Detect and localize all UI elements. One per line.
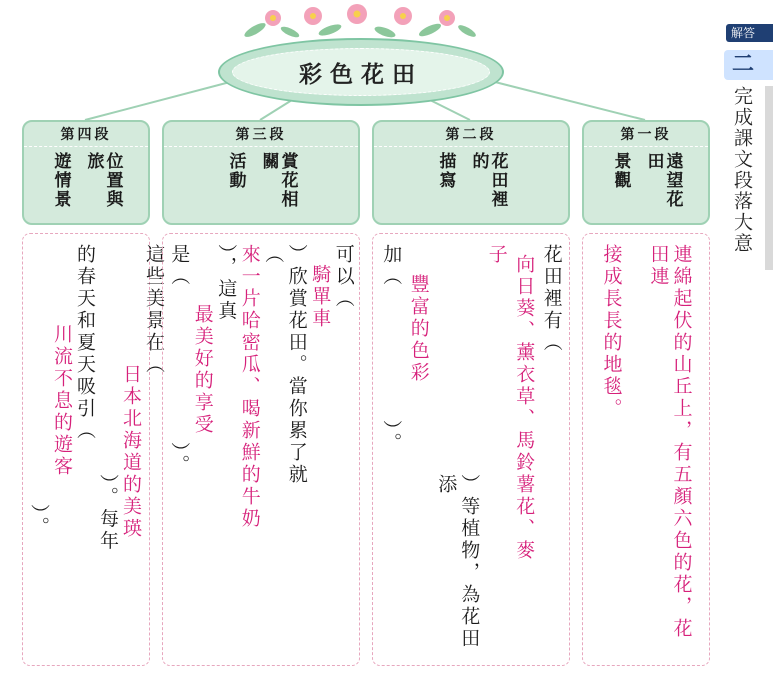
column-body [582, 233, 710, 666]
column-heading: 第二段 [374, 124, 568, 147]
column-label: 遠望花田 [643, 152, 683, 209]
column-labels [378, 152, 564, 217]
answer-text: 騎單車 [309, 264, 332, 330]
title-oval [218, 38, 504, 106]
text-line: 這些美景在（ [143, 244, 165, 376]
column-label: 描寫 [435, 152, 456, 190]
answer-text: 川流不息的遊客 [51, 324, 73, 478]
answer-text: 來一片哈密瓜、喝新鮮的牛奶 [238, 244, 261, 530]
text-line: ）。每年 [97, 474, 119, 553]
section-number: 二 [724, 50, 773, 80]
column-label: 活動 [225, 152, 246, 190]
column-label: 景觀 [610, 152, 631, 190]
column-labels [168, 152, 354, 217]
text-line: ）等植物，為花田添 [435, 474, 481, 650]
column-paragraph-1 [582, 120, 710, 666]
column-paragraph-3 [162, 120, 360, 666]
text-line: 是（ ）。 [168, 244, 191, 477]
column-heading: 第一段 [584, 124, 708, 147]
answer-text: 豐富的色彩 [407, 274, 430, 384]
column-label: 位置與旅 [83, 152, 123, 209]
column-label: 遊情景 [50, 152, 71, 209]
column-heading-box [162, 120, 360, 225]
column-heading-box [582, 120, 710, 225]
text-line: 花田裡有（ [540, 244, 563, 354]
answer-text: 接成長長的地毯。 [600, 244, 623, 420]
lesson-title: 彩色花田 [299, 61, 423, 88]
answer-text: 日本北海道的美瑛 [120, 364, 142, 540]
section-caption: 完成課文段落大意 [731, 86, 753, 254]
answer-text: 子 [485, 244, 508, 266]
answer-text: 連綿起伏的山丘上，有五顏六色的花，花田連 [647, 244, 693, 640]
text-line: ）欣賞花田。當你累了就 [285, 244, 308, 486]
answer-text: 向日葵、薰衣草、馬鈴薯花、麥 [513, 254, 536, 562]
column-paragraph-4 [22, 120, 165, 666]
column-labels [588, 152, 704, 217]
column-label: 花田裡的 [468, 152, 508, 209]
text-line: （ [262, 244, 285, 266]
answer-text: 最美好的享受 [191, 304, 214, 436]
text-line: ）。 [28, 504, 50, 539]
column-heading: 第三段 [164, 124, 358, 147]
column-body [162, 233, 360, 666]
answer-badge: 解答 [726, 24, 773, 42]
column-heading-box [22, 120, 150, 225]
side-divider [765, 86, 773, 270]
text-line: 加（ ）。 [380, 244, 403, 455]
text-line: 的春天和夏天吸引（ [74, 244, 96, 442]
column-body [22, 233, 165, 666]
column-body [372, 233, 570, 666]
column-heading-box [372, 120, 570, 225]
column-paragraph-2 [372, 120, 570, 666]
column-labels [28, 152, 144, 217]
column-label: 賞花相關 [258, 152, 298, 209]
text-line: 可以（ [332, 244, 355, 310]
title-inner [232, 48, 490, 96]
column-heading: 第四段 [24, 124, 148, 147]
text-line: ），這真 [215, 244, 238, 323]
